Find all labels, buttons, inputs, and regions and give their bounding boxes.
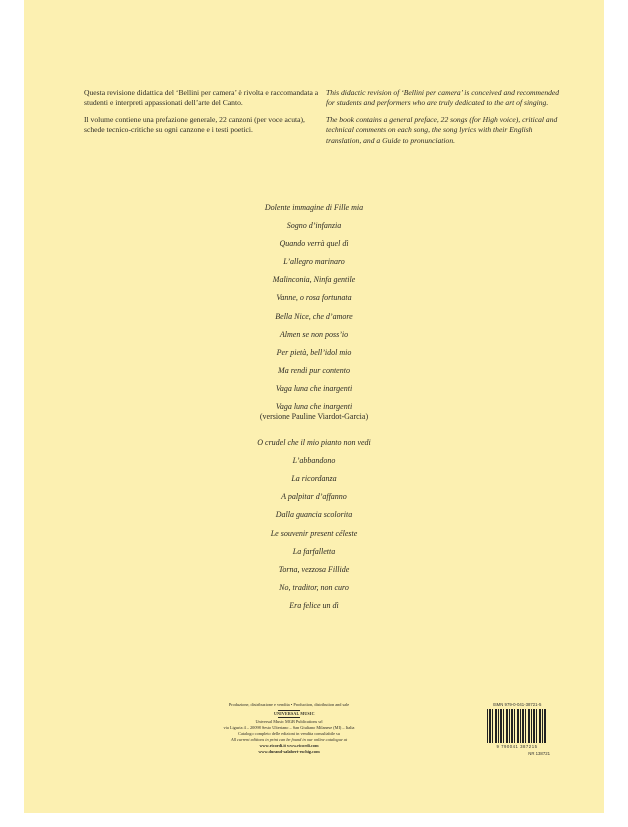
catalog-english: All current editions in print can be found in our online catalogue at: [230, 737, 348, 742]
song-title: La farfalletta: [292, 546, 336, 556]
song-title: O crudel che il mio pianto non vedi: [257, 438, 371, 448]
song-title: Dalla guancia scolorita: [275, 510, 353, 520]
barcode-block: [484, 702, 550, 756]
english-paragraph: The book contains a general preface, 22 songs (for High voice), critical and technical comments on each song, the song lyrics with their English translation, and a Guide to pronunciation.: [326, 114, 558, 145]
italian-paragraph: Questa revisione didattica del ‘Bellini per camera’ è rivolta e raccomandata a studenti e interpreti appassionati dell’arte del Canto.: [84, 88, 319, 108]
production-line: Produzione, distribuzione e vendita • Production, distribution and sale: [228, 702, 350, 707]
back-cover: [24, 0, 604, 813]
barcode-digits: 9 790041 387215: [496, 744, 538, 749]
song-title: Vaga luna che inargenti: [275, 383, 353, 393]
song-title: L’allegro marinaro: [283, 257, 345, 267]
song-title: A palpitar d’affanno: [281, 492, 347, 502]
song-title: Malinconia, Ninfa gentile: [272, 275, 356, 285]
song-title: No, traditor, non curo: [279, 582, 349, 592]
song-title: Vaga luna che inargenti: [275, 402, 353, 412]
song-title-viardot: [24, 398, 604, 434]
italian-paragraph: Il volume contiene una prefazione generale, 22 canzoni (per voce acuta), schede tecnico-critiche su ogni canzone e i testi poetici.: [84, 114, 305, 135]
website-links: www.ricordi.it www.ricordi.com: [259, 743, 319, 748]
song-title: L’abbandono: [292, 456, 336, 466]
publisher-name: Universal Music MGB Publications srl: [255, 719, 323, 724]
italian-column: [84, 88, 322, 152]
song-title: La ricordanza: [291, 474, 337, 484]
universal-music-logo: [274, 710, 315, 718]
song-title: Le souvenir present céleste: [270, 528, 358, 538]
publisher-info: [209, 702, 369, 755]
publisher-address: via Liguria 4 – 20098 Sesto Ulteriano – San Giuliano Milanese (MI) – Italia: [223, 725, 355, 730]
song-title: Quando verrà quel dì: [279, 239, 349, 249]
ismn-label: ISMN 979-0-041-38721-5: [492, 702, 542, 707]
song-title: Per pietà, bell’idol mio: [276, 347, 352, 357]
song-title: Torna, vezzosa Fillide: [278, 564, 350, 574]
logo-text: UNIVERSAL MUSIC: [274, 711, 315, 716]
song-version-note: (versione Pauline Viardot-Garcia): [259, 412, 369, 422]
english-column: [326, 88, 564, 152]
catalog-italian: Catalogo completo delle edizioni in vendita consultabile su: [238, 731, 340, 736]
song-title: Almen se non poss’io: [279, 329, 349, 339]
song-title: Bella Nice, che d’amore: [275, 311, 353, 321]
barcode-icon: [487, 709, 547, 743]
song-title: Dolente immagine di Fille mia: [264, 203, 364, 212]
song-title: Sogno d’infanzia: [286, 221, 342, 231]
english-paragraph: This didactic revision of ‘Bellini per camera’ is conceived and recommended for students and performers who are truly dedicated to the art of singing.: [326, 88, 560, 108]
song-list: [24, 199, 604, 615]
website-link-durand: www.durand-salabert-eschig.com: [258, 749, 320, 754]
song-title: Vanne, o rosa fortunata: [276, 293, 352, 303]
catalog-number: NR 138721: [528, 751, 550, 756]
song-title: Ma rendi pur contento: [278, 365, 350, 375]
song-title: Era felice un dì: [289, 600, 339, 610]
intro-text: [84, 88, 564, 152]
